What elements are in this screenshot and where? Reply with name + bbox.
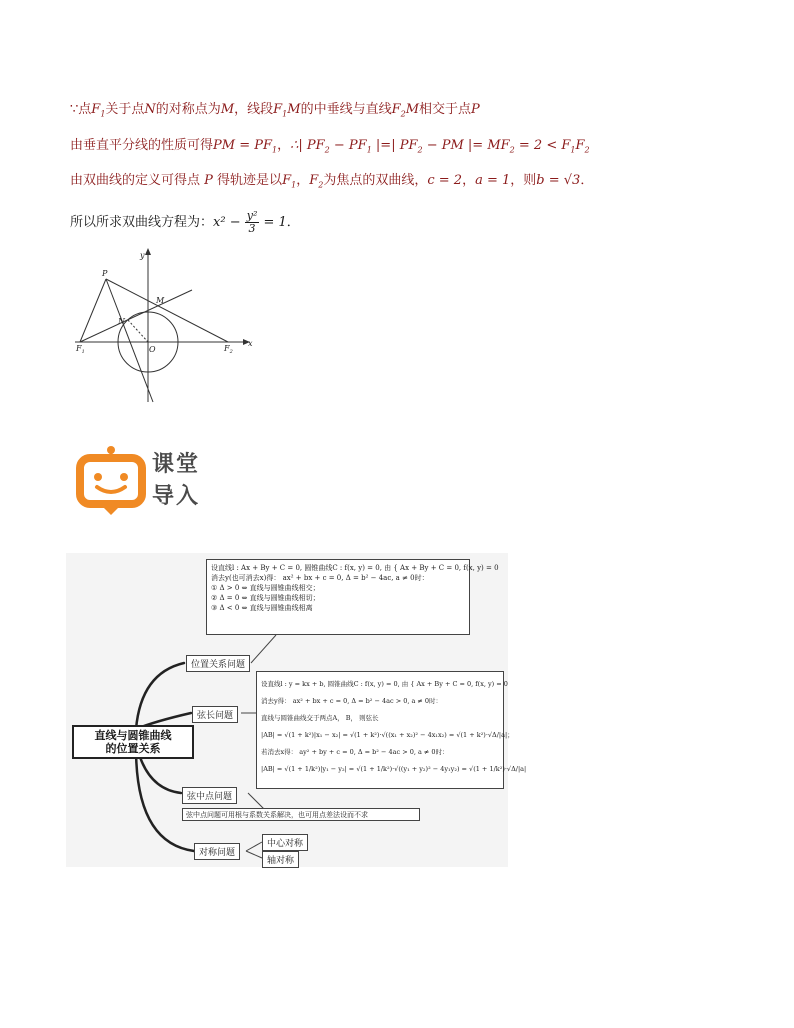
box-line: 直线与圆锥曲线交于两点A， B， 则弦长 (261, 714, 379, 722)
math-c: c = 2 (427, 173, 463, 188)
text-span: ， (277, 138, 291, 153)
math-eq: = 1 (263, 215, 287, 230)
math-m: M (220, 102, 235, 117)
label-f2: $F_2$ (224, 344, 233, 355)
label-f1: $F_1$ (76, 344, 85, 355)
node-position-relation: 位置关系问题 (186, 655, 250, 672)
box-midpoint (182, 808, 420, 821)
box-position-relation (206, 559, 499, 635)
branch-position (136, 663, 184, 729)
math-f2: $F_2$ (309, 173, 324, 190)
solution-line-1 (70, 101, 480, 124)
math-p: P (204, 173, 213, 188)
box-line: 弦中点问题可用根与系数关系解决，也可用点差法设而不求 (186, 811, 368, 819)
box-line: 设直线l : y = kx + b, 圆锥曲线C : f(x, y) = 0, 由 { Ax + By + C = 0, f(x, y) = 0 (261, 680, 508, 688)
line-pf2 (106, 279, 228, 342)
node-axis-symmetry: 轴对称 (262, 851, 299, 868)
math-formula: PM = $PF_1$ (213, 138, 278, 155)
node-symmetry: 对称问题 (194, 843, 240, 860)
box-line: 设直线l : Ax + By + C = 0, 圆锥曲线C : f(x, y) = 0, 由 { Ax + By + C = 0, f(x, y) = 0 (211, 564, 499, 572)
text-span: 由双曲线的定义可得点 (70, 173, 201, 188)
math-x2: x² − (213, 215, 241, 230)
center-line-2: 的位置关系 (105, 742, 161, 755)
box-line: |AB| = √(1 + k²)|x₁ − x₂| = √(1 + k²)·√((x₁ + x₂)² − 4x₁x₂) = √(1 + k²)·√Δ/|a|； (261, 731, 514, 739)
text-span: 的对称点为 (155, 102, 221, 117)
label-m: M (156, 296, 165, 305)
connector-4 (246, 842, 262, 851)
text-span: 为焦点的双曲线， (323, 173, 428, 188)
label-x: x (248, 339, 253, 348)
text-span: 关于点 (105, 102, 145, 117)
box-chord-length (256, 671, 527, 789)
text-span: 所以所求双曲线方程为： (70, 215, 214, 230)
label-o: O (149, 345, 156, 354)
node-center-symmetry: 中心对称 (262, 834, 308, 851)
node-chord-length: 弦长问题 (192, 706, 238, 723)
text-span: 由垂直平分线的性质可得 (70, 138, 214, 153)
math-formula: ∴| $PF_2 - PF_1$ |=| $PF_2$ − PM |= $MF_2 = 2 < F_1F_2$ (290, 138, 590, 155)
box-line: ③ Δ < 0 ⇔ 直线与圆锥曲线相离 (211, 604, 313, 612)
fraction: $\frac{\text{y²}}{3}$ (246, 209, 258, 235)
math-b: b = √3 (536, 173, 581, 188)
box-line: 消去y(也可消去x)得： ax² + bx + c = 0, Δ = b² − 4ac, a ≠ 0时： (211, 574, 429, 582)
label-y: y (140, 251, 145, 260)
text-span: ． (580, 173, 594, 188)
text-span: ， (296, 173, 310, 188)
mind-map (66, 553, 527, 867)
center-line-1: 直线与圆锥曲线 (94, 729, 172, 742)
line-f1m (80, 290, 192, 342)
banner-line-1: 课堂 (152, 452, 201, 477)
text-span: ∵点 (70, 102, 92, 117)
math-n: N (144, 102, 156, 117)
text-span: ，则 (510, 173, 537, 188)
hyperbola-figure (70, 242, 260, 407)
math-f1: $F_1$ (91, 102, 106, 119)
text-span: 相交于点 (419, 102, 472, 117)
math-a: a = 1 (475, 173, 511, 188)
line-pf1 (80, 279, 106, 342)
robot-logo-icon (76, 443, 146, 515)
y-arrow (145, 248, 151, 255)
box-line: 消去y得： ax² + bx + c = 0, Δ = b² − 4ac > 0, a ≠ 0时： (261, 697, 443, 705)
box-line: 若消去x得： ay² + by + c = 0, Δ = b² − 4ac > 0, a ≠ 0时： (261, 748, 449, 756)
label-p: P (102, 269, 108, 278)
dashed-no (128, 320, 148, 342)
connector-1 (251, 635, 276, 663)
text-span: ，线段 (234, 102, 274, 117)
perp-bisector (106, 279, 153, 402)
text-span: ． (286, 215, 300, 230)
text-span: 得轨迹是以 (217, 173, 283, 188)
label-n: N (118, 317, 125, 326)
box-line: ② Δ = 0 ⇔ 直线与圆锥曲线相切； (211, 594, 320, 602)
solution-line-4 (70, 210, 300, 236)
math-f1m: $F_1M$ (273, 102, 301, 119)
connector-5 (246, 851, 262, 858)
node-midpoint: 弦中点问题 (182, 787, 237, 804)
solution-line-2 (70, 137, 590, 160)
math-f1: $F_1$ (282, 173, 297, 190)
solution-line-3: 由双曲线的定义可得点 P 得轨迹是以$F_1$，$F_2$为焦点的双曲线，c = 2，a = 1，则b = √3． (70, 173, 594, 190)
box-line: |AB| = √(1 + 1/k²)|y₁ − y₂| = √(1 + 1/k²)·√((y₁ + y₂)² − 4y₁y₂) = √(1 + 1/k²)·√Δ/|a| (261, 765, 527, 773)
banner-line-2: 导入 (152, 484, 201, 509)
text-span: 的中垂线与直线 (300, 102, 392, 117)
mind-map-center (72, 725, 194, 759)
box-line: ① Δ > 0 ⇔ 直线与圆锥曲线相交； (211, 584, 320, 592)
math-p: P (471, 102, 480, 117)
math-f2m: $F_2M$ (391, 102, 420, 119)
